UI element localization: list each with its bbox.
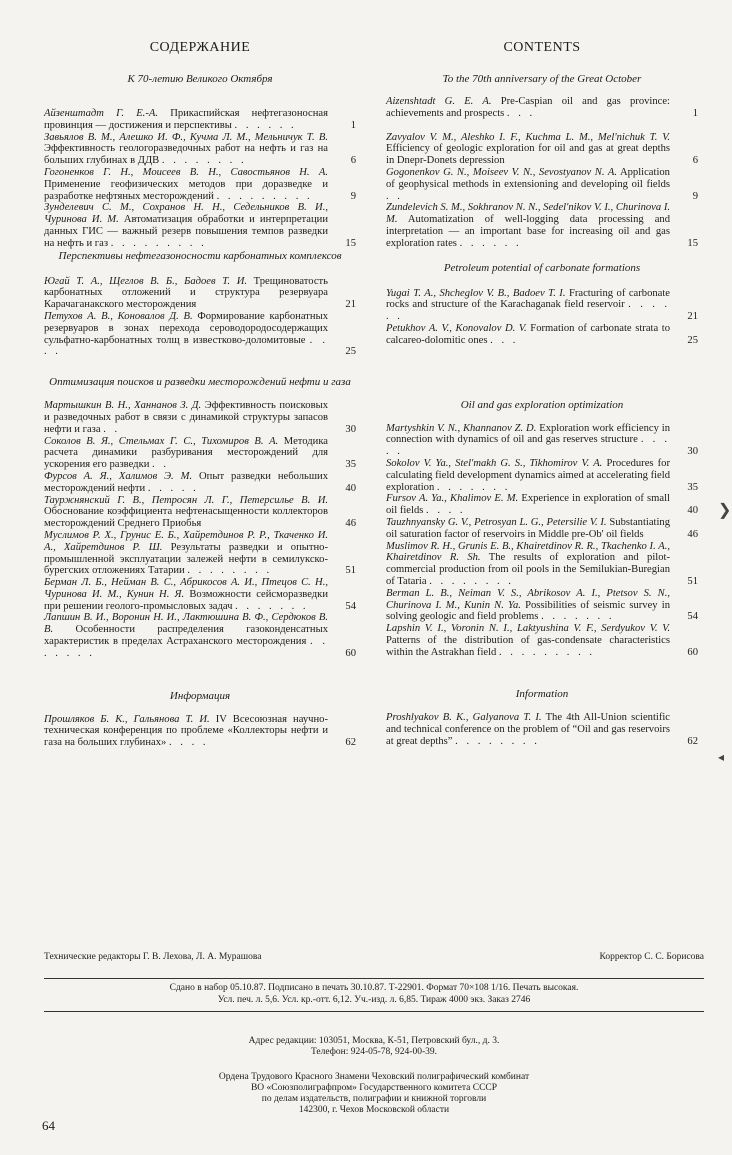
section-title: Information (515, 688, 569, 701)
toc-entry: Yugai T. A., Shcheglov V. B., Badoev T. I. Fracturing of carbonate rocks and structure of the Karachaganak field reservoir . . . . . . 21 (386, 287, 698, 323)
toc-list (386, 96, 698, 250)
entry-page: 51 (345, 565, 356, 577)
entry-authors: Муслимов Р. Х., Грунис Е. Б., Хайретдинов Р. Р., Ткаченко И. А., Хайретдинов Р. Ш. (44, 529, 328, 553)
toc-list (386, 423, 698, 659)
editorial-address (44, 1036, 704, 1058)
entry-page: 6 (692, 155, 698, 167)
entry-page: 62 (687, 736, 698, 748)
entry-title: Formation of carbonate strata to calcareo-dolomitic ones (386, 322, 670, 346)
proofreader: Корректор С. С. Борисова (599, 952, 704, 962)
contents-heading-ru: СОДЕРЖАНИЕ (149, 40, 251, 55)
entry-title: Трещиноватость карбонатных отложений и структура резервуара Карачаганакского месторождения (44, 275, 328, 311)
printer-line: 142300, г. Чехов Московской области (298, 1105, 450, 1115)
toc-entry (44, 495, 356, 530)
toc-entry (44, 276, 356, 311)
entry-authors: Соколов В. Я., Стельмах Г. С., Тихомиров В. А. (44, 435, 279, 447)
contents-column-en (386, 40, 698, 748)
entry-authors: Зунделевич С. М., Сохранов Н. Н., Седельников В. И., Чуринова И. М. (44, 202, 328, 226)
entry-title: Pre-Caspian oil and gas province: achievements and prospects (386, 96, 670, 119)
entry-authors: Martyshkin V. N., Khannanov Z. D. (386, 422, 537, 434)
entry-title: Substantiating oil saturation factor of reservoirs in Middle pre-Ob' oil fields (386, 516, 671, 540)
toc-entry: Sokolov V. Ya., Stel'makh G. S., Tikhomirov V. A. Procedures for calculating field development dynamics aimed at accelerating field exploration . . . . . . . 35 (386, 457, 698, 493)
entry-page: 1 (692, 107, 698, 119)
toc-entry: Петухов А. В., Коновалов Д. В. Формирование карбонатных резервуаров в зонах перехода сероводородосодержащих сульфатно-карбонатных толщ в известково-доломитовые . . . . 25 (44, 310, 356, 358)
entry-title: Особенности распределения газоконденсатных характеристик в пределах Астраханского месторождения (44, 624, 328, 648)
scan-mark: ❯ (718, 502, 732, 519)
entry-page: 21 (345, 299, 356, 311)
entry-title: The 4th All-Union scientific and technical conference on the problem of “Oil and gas reservoirs at great depths” (386, 712, 670, 748)
toc-entry: Прошляков Б. К., Гальянова Т. И. IV Всесоюзная научно-техническая конференция по проблеме «Коллекторы нефти и газа на больших глубинах» . . . . 62 (44, 713, 356, 749)
entry-title: Patterns of the distribution of gas-condensate characteristics within the Astrakhan field (386, 634, 670, 658)
toc-entry: Лапшин В. И., Воронин Н. И., Лактюшина В. Ф., Сердюков В. В. Особенности распределения газоконденсатных характеристик в пределах Астраханского месторождения . . . . . . . 60 (44, 612, 356, 659)
page-number: 64 (42, 1118, 55, 1133)
entry-page: 15 (687, 237, 698, 249)
entry-authors: Lapshin V. I., Voronin N. I., Laktyushina V. F., Serdyukov V. V. (386, 623, 670, 635)
toc-entry: Завьялов В. М., Алешко И. Ф., Кучма Л. М., Мельничук Т. В. Эффективность геологоразведочных работ на нефть и газ на больших глубинах в ДДВ . . . . . . . . 6 (44, 131, 356, 167)
entry-authors: Фурсов А. Я., Халимов Э. М. (44, 470, 193, 482)
entry-title: Методика расчета динамики разбуривания месторождений для ускорения его разведки (44, 435, 329, 471)
toc-entry: Gogonenkov G. N., Moiseev V. N., Sevostyanov N. A. Application of geophysical methods in extensioning and developing oil fields . . 9 (386, 166, 698, 202)
section-title: К 70-летию Великого Октября (127, 73, 273, 85)
contents-column-ru (44, 40, 356, 749)
entry-page: 9 (692, 190, 698, 202)
entry-page: 30 (687, 446, 698, 458)
imprint-block (44, 978, 704, 1012)
section-title: To the 70th anniversary of the Great October (442, 73, 642, 85)
entry-page: 25 (345, 346, 356, 358)
address-line: Адрес редакции: 103051, Москва, К-51, Петровский бул., д. 3. (248, 1036, 500, 1046)
entry-authors: Aizenshtadt G. E. A. (386, 96, 492, 107)
entry-authors: Proshlyakov B. K., Galyanova T. I. (386, 712, 542, 724)
entry-title: Возможности сейсморазведки при решении геолого-промысловых задач (44, 588, 328, 612)
entry-page: 62 (345, 737, 356, 749)
toc-entry: Берман Л. Б., Нейман В. С., Абрикосов А. И., Птецов С. Н., Чуринова И. М., Кунин Н. Я. Возможности сейсморазведки при решении геолого-промысловых задач . . . . . . . 54 (44, 577, 356, 612)
toc-entry: Муслимов Р. Х., Грунис Е. Б., Хайретдинов Р. Р., Ткаченко И. А., Хайретдинов Р. Ш. Результаты разведки и опытно-промышленной эксплуатации залежей нефти в семилукско-бурегских отложениях Татарии . . . . . . . . 51 (44, 529, 356, 577)
toc-entry: Айзенштадт Г. Е.-А. Прикаспийская нефтегазоносная провинция — достижения и перспективы . . . . . . 1 (44, 108, 356, 131)
entry-authors: Айзенштадт Г. Е.-А. (44, 108, 158, 119)
entry-page: 9 (350, 190, 356, 202)
entry-title: Procedures for calculating field development dynamics aimed at accelerating field exploration (386, 457, 670, 493)
toc-entry: Зунделевич С. М., Сохранов Н. Н., Седельников В. И., Чуринова И. М. Автоматизация обработки и интерпретации данных ГИС — важный резерв повышения темпов разведки на нефть и газ . . . . . . . . . 15 (44, 202, 356, 249)
toc-entry: Berman L. B., Neiman V. S., Abrikosov A. I., Ptetsov S. N., Churinova I. M., Kunin N. Ya. Possibilities of seismic survey in solving geologic and field problems . . . . . . . 54 (386, 587, 698, 623)
entry-page: 40 (687, 505, 698, 517)
entry-page: 60 (345, 647, 356, 659)
printer-line: ВО «Союзполиграфпром» Государственного комитета СССР (250, 1083, 498, 1093)
entry-authors: Завьялов В. М., Алешко И. Ф., Кучма Л. М., Мельничук Т. В. (44, 131, 328, 143)
entry-authors: Лапшин В. И., Воронин Н. И., Лактюшина В. Ф., Сердюков В. В. (44, 612, 328, 636)
entry-title: Application of geophysical methods in extensioning and developing oil fields (386, 166, 670, 190)
entry-authors: Sokolov V. Ya., Stel'makh G. S., Tikhomirov V. A. (386, 457, 603, 469)
entry-authors: Мартышкин В. Н., Ханнанов З. Д. (44, 400, 202, 412)
imprint-line: Усл. печ. л. 5,6. Усл. кр.-отт. 6,12. Уч.-изд. л. 6,85. Тираж 4000 экз. Заказ 2746 (217, 994, 531, 1005)
entry-title: Эффективность геологоразведочных работ на нефть и газ на больших глубинах в ДДВ (44, 143, 328, 167)
contents-heading-en: CONTENTS (503, 40, 581, 55)
toc-entry (386, 132, 698, 167)
entry-page: 60 (687, 646, 698, 658)
entry-page: 46 (687, 528, 698, 540)
section-title: Оптимизация поисков и разведки месторождений нефти и газа (49, 376, 351, 389)
entry-page: 54 (687, 611, 698, 623)
entry-authors: Гогоненков Г. Н., Моисеев В. Н., Савостьянов Н. А. (44, 166, 328, 178)
toc-entry: Zundelevich S. M., Sokhranov N. N., Sedel'nikov V. I., Churinova I. M. Automatization of well-logging data processing and interpretation — an important base for increasing oil and gas exploration rates . . . . . . 15 (386, 202, 698, 249)
entry-authors: Muslimov R. H., Grunis E. B., Khairetdinov R. R., Tkachenko I. A., Khairetdinov R. Sh. (386, 540, 670, 564)
entry-page: 30 (345, 423, 356, 435)
toc-entry: Мартышкин В. Н., Ханнанов З. Д. Эффективность поисковых и разведочных работ в связи с динамикой структуры запасов нефти и газа . . 30 (44, 400, 356, 435)
toc-entry: Martyshkin V. N., Khannanov Z. D. Exploration work efficiency in connection with dynamics of oil and gas reserves structure . . . . . 30 (386, 422, 698, 458)
toc-list (386, 712, 698, 747)
entry-authors: Югай Т. А., Щеглов В. Б., Бадоев Т. И. (44, 275, 247, 287)
toc-list (44, 714, 356, 749)
entry-page: 35 (687, 481, 698, 493)
toc-entry: Соколов В. Я., Стельмах Г. С., Тихомиров В. А. Методика расчета динамики разбуривания месторождений для ускорения его разведки . . 35 (44, 435, 356, 471)
toc-entry: Muslimov R. H., Grunis E. B., Khairetdinov R. R., Tkachenko I. A., Khairetdinov R. Sh. The results of exploration and pilot-commercial production from oil pools in the Semilukian-Buregian of Tataria . . . . . . . . 51 (386, 540, 698, 587)
entry-page: 51 (687, 575, 698, 587)
phone-line: Телефон: 924-05-78, 924-00-39. (310, 1047, 437, 1057)
entry-title: IV Всесоюзная научно-техническая конференция по проблеме «Коллекторы нефти и газа на больших глубинах» (44, 713, 328, 749)
imprint-line: Сдано в набор 05.10.87. Подписано в печать 30.10.87. Т-22901. Формат 70×108 1/16. Печать высокая. (169, 983, 579, 993)
entry-page: 35 (345, 459, 356, 471)
entry-authors: Yugai T. A., Shcheglov V. B., Badoev T. I. (386, 287, 566, 299)
entry-authors: Petukhov A. V., Konovalov D. V. (386, 322, 527, 334)
entry-title: Опыт разведки небольших месторождений нефти (44, 470, 328, 494)
entry-authors: Zundelevich S. M., Sokhranov N. N., Sedel'nikov V. I., Churinova I. M. (386, 202, 670, 226)
printer-line: по делам издательств, полиграфии и книжной торговли (261, 1094, 487, 1104)
entry-authors: Берман Л. Б., Нейман В. С., Абрикосов А. И., Птецов С. Н., Чуринова И. М., Кунин Н. Я. (44, 577, 328, 600)
entry-page: 40 (345, 482, 356, 494)
toc-entry: Фурсов А. Я., Халимов Э. М. Опыт разведки небольших месторождений нефти . . . . . 40 (44, 470, 356, 494)
entry-authors: Прошляков Б. К., Гальянова Т. И. (44, 713, 210, 725)
entry-authors: Тауржнянский Г. В., Петросян Л. Г., Петерсилье В. И. (44, 494, 328, 506)
entry-authors: Gogonenkov G. N., Moiseev V. N., Sevostyanov N. A. (386, 166, 617, 178)
entry-title: Обоснование коэффициента нефтенасыщенности коллекторов месторождений Среднего Приобья (44, 506, 328, 530)
section-title: Oil and gas exploration optimization (460, 398, 624, 411)
entry-title: Experience in exploration of small oil fields (386, 493, 671, 517)
scan-mark: ◂ (718, 750, 725, 764)
entry-title: Automatization of well-logging data processing and interpretation — an important base for increasing oil and gas exploration rates (386, 214, 670, 249)
toc-entry: Petukhov A. V., Konovalov D. V. Formation of carbonate strata to calcareo-dolomitic ones . . . 25 (386, 322, 698, 346)
entry-page: 21 (687, 311, 698, 323)
entry-page: 46 (345, 518, 356, 530)
toc-list (386, 288, 698, 347)
toc-list (44, 400, 356, 660)
tech-editors: Технические редакторы Г. В. Лехова, Л. А. Мурашова (44, 952, 262, 962)
entry-authors: Fursov A. Ya., Khalimov E. M. (386, 493, 519, 505)
entry-title: Efficiency of geologic exploration for oil and gas at great depths in Dnepr-Donets depression (386, 143, 670, 167)
entry-page: 1 (350, 119, 356, 131)
entry-title: Эффективность поисковых и разведочных работ в связи с динамикой структуры запасов нефти и газа (44, 400, 329, 435)
entry-page: 54 (345, 600, 356, 612)
entry-title: Применение геофизических методов при доразведке и разработке нефтяных месторождений (44, 178, 328, 202)
toc-entry: Proshlyakov B. K., Galyanova T. I. The 4th All-Union scientific and technical conference on the problem of “Oil and gas reservoirs at great depths” . . . . . . . . 62 (386, 712, 698, 748)
section-title: Petroleum potential of carbonate formations (443, 261, 641, 274)
entry-title: Прикаспийская нефтегазоносная провинция — достижения и перспективы (44, 108, 328, 131)
entry-title: Результаты разведки и опытно-промышленной эксплуатации залежей нефти в семилукско-бурегских отложениях Татарии (44, 541, 328, 577)
entry-title: The results of exploration and pilot-commercial production from oil pools in the Semilukian-Buregian of Tataria (386, 552, 670, 587)
entry-title: Формирование карбонатных резервуаров в зонах перехода сероводородосодержащих сульфатно-карбонатных толщ в известково-доломитовые (44, 310, 328, 346)
printer-line: Ордена Трудового Красного Знамени Чеховский полиграфический комбинат (218, 1072, 530, 1082)
entry-authors: Zavyalov V. M., Aleshko I. F., Kuchma L. M., Mel'nichuk T. V. (386, 131, 670, 143)
toc-entry: Lapshin V. I., Voronin N. I., Laktyushina V. F., Serdyukov V. V. Patterns of the distribution of gas-condensate characteristics within the Astrakhan field . . . . . . . . . 60 (386, 623, 698, 658)
toc-entry: Гогоненков Г. Н., Моисеев В. Н., Савостьянов Н. А. Применение геофизических методов при доразведке и разработке нефтяных месторождений . . . . . . . . . 9 (44, 166, 356, 202)
entry-authors: Петухов А. В., Коновалов Д. В. (44, 310, 193, 322)
toc-entry: Fursov A. Ya., Khalimov E. M. Experience in exploration of small oil fields . . . . 40 (386, 493, 698, 517)
section-title: Информация (169, 689, 231, 702)
entry-page: 25 (687, 334, 698, 346)
entry-title: Exploration work efficiency in connection with dynamics of oil and gas reserves structure (386, 422, 670, 446)
entry-page: 6 (350, 155, 356, 167)
toc-list (44, 276, 356, 359)
entry-title: Автоматизация обработки и интерпретации данных ГИС — важный резерв повышения темпов разведки на нефть и газ (44, 214, 329, 249)
entry-page: 15 (345, 237, 356, 249)
toc-list (44, 108, 356, 250)
toc-entry: Aizenshtadt G. E. A. Pre-Caspian oil and gas province: achievements and prospects . . . 1 (386, 96, 698, 119)
entry-authors: Tauzhnyansky G. V., Petrosyan L. G., Petersilie V. I. (386, 516, 607, 528)
entry-title: Fracturing of carbonate rocks and structure of the Karachaganak field reservoir (386, 287, 671, 311)
toc-entry (386, 517, 698, 541)
section-title: Перспективы нефтегазоносности карбонатных комплексов (58, 249, 342, 262)
entry-authors: Berman L. B., Neiman V. S., Abrikosov A. I., Ptetsov S. N., Churinova I. M., Kunin N. Ya. (386, 587, 670, 611)
printer-info (44, 1072, 704, 1116)
entry-title: Possibilities of seismic survey in solving geologic and field problems (386, 599, 670, 623)
